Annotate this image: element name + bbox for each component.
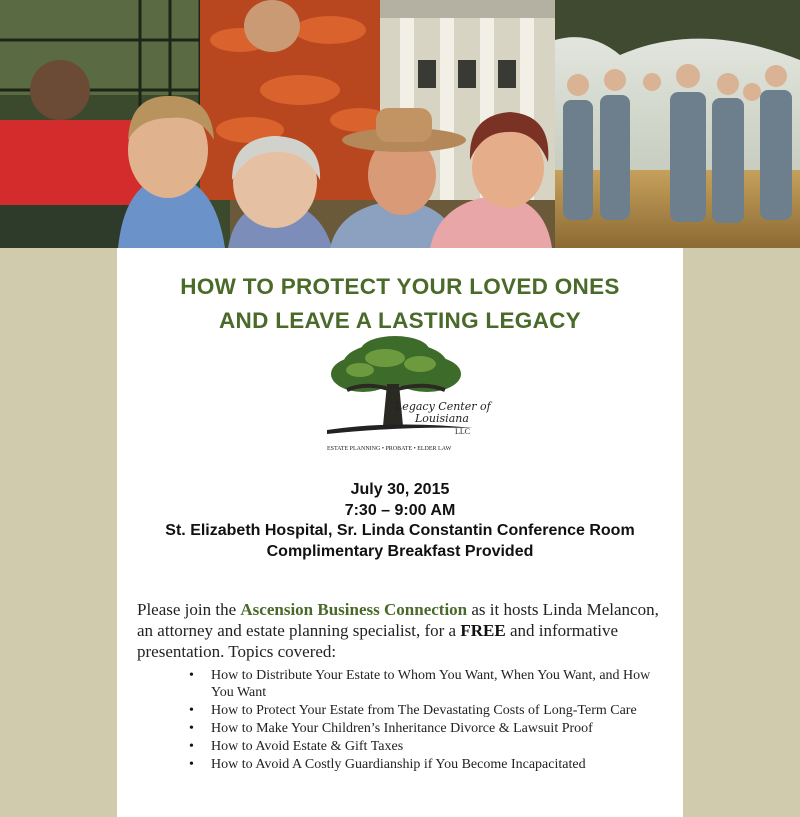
- legacy-center-logo: [325, 334, 491, 456]
- header-photo-collage: [0, 0, 800, 248]
- list-item: • How to Protect Your Estate from The Devastating Costs of Long-Term Care: [197, 702, 667, 719]
- headline-line-2: AND LEAVE A LASTING LEGACY: [219, 308, 581, 333]
- page-title: [117, 270, 683, 338]
- list-item: • How to Distribute Your Estate to Whom You Want, When You Want, and How You Want: [197, 667, 667, 701]
- intro-before: Please join the: [137, 600, 241, 619]
- organization-name: Ascension Business Connection: [240, 600, 468, 619]
- logo-tagline: ESTATE PLANNING • PROBATE • ELDER LAW: [327, 446, 452, 452]
- intro-after: and informative presentation. Topics covered:: [137, 621, 619, 661]
- free-label: FREE: [460, 621, 506, 640]
- logo-name-line-2: Louisiana: [415, 412, 469, 425]
- event-details: [117, 480, 683, 562]
- list-item: • How to Avoid Estate & Gift Taxes: [197, 738, 667, 755]
- topics-list: [197, 667, 667, 774]
- logo-suffix: LLC: [455, 427, 471, 436]
- collage-graphic: [0, 0, 800, 248]
- intro-middle: as it hosts Linda Melancon, an attorney and estate planning specialist, for a: [137, 600, 659, 640]
- intro-paragraph: [137, 599, 677, 662]
- list-item: • How to Make Your Children’s Inheritance Divorce & Lawsuit Proof: [197, 720, 667, 737]
- headline-line-1: HOW TO PROTECT YOUR LOVED ONES: [180, 274, 620, 299]
- event-location: St. Elizabeth Hospital, Sr. Linda Constantin Conference Room: [165, 522, 635, 539]
- event-date: July 30, 2015: [350, 481, 450, 498]
- event-extra: Complimentary Breakfast Provided: [266, 542, 534, 560]
- list-item: • How to Avoid A Costly Guardianship if You Become Incapacitated: [197, 756, 667, 773]
- logo-name-line-1: Legacy Center of: [395, 400, 491, 413]
- flyer-content-panel: [117, 248, 683, 817]
- event-time: 7:30 – 9:00 AM: [344, 501, 456, 519]
- oak-tree-logo-graphic: [325, 334, 491, 456]
